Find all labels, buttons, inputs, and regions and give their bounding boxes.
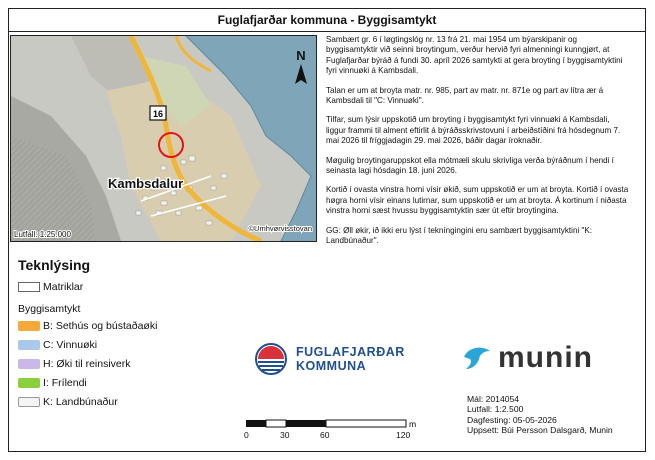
meta-lutfall: Lutfall: 1:2.500 [467, 404, 524, 415]
swatch-icon [18, 359, 40, 369]
map-copyright: ©Umhvørvisstovan [248, 224, 312, 233]
paragraph: Møgulig broytingaruppskot ella mótmæli skulu skrivliga verða býráðnum í hendi í seinasta lagi hósdagin 18. juni 2026. [326, 155, 614, 176]
legend-label: Matriklar [43, 281, 84, 293]
legend-item-matriklar [18, 281, 83, 293]
meta-uppsett: Uppsett: Búi Persson Dalsgarð, Munin [467, 424, 613, 435]
scale-tick: 0 [244, 430, 249, 440]
meta-dagfesting: Dagfesting: 05-05-2026 [467, 414, 557, 425]
announcement-text [326, 35, 630, 256]
scale-tick: 30 [280, 430, 290, 440]
paragraph: Talan er um at broyta matr. nr. 985, part av matr. nr. 871e og part av lítra ær á Kambsdali til "C: Vinnuøki". [326, 85, 604, 106]
paragraph: Tilfar, sum lýsir uppskotið um broyting í byggisamtykt fyri vinnuøki á Kambsdali, liggur frammi til alment eftirlit á býráðsskrivstovuni í arbeiðstíðini frá hósdegnum 7. mai 2026 til fríggjadagin 29. mai 2026, báðir dagar íroknaðir. [326, 115, 621, 146]
overview-map-canvas [11, 36, 316, 241]
place-label: Kambsdalur [108, 176, 184, 191]
legend-item-i [18, 377, 87, 389]
map-metadata [467, 394, 613, 435]
munin-bird-icon [462, 345, 492, 371]
munin-logo [462, 341, 593, 375]
munin-wordmark: munin [498, 341, 593, 374]
scale-unit: m [409, 419, 417, 429]
legend-item-k [18, 396, 118, 408]
legend-label: I: Frílendi [43, 377, 87, 389]
overview-map [10, 35, 317, 242]
swatch-icon [18, 321, 40, 331]
swatch-icon [18, 378, 40, 388]
scale-tick: 60 [320, 430, 330, 440]
map-scale-label: Lutfall: 1:25.000 [14, 230, 71, 239]
legend-label: C: Vinnuøki [43, 339, 98, 351]
sheet-title: Fuglafjarðar kommuna - Byggisamtykt [9, 9, 645, 32]
legend-item-h [18, 358, 131, 370]
legend-item-b [18, 320, 157, 332]
paragraph: GG: Øll økir, ið ikki eru lýst í tekníngingini eru sambært byggisamtyktini "K: Landbúnaður". [326, 225, 593, 246]
fk-line-2: KOMMUNA [296, 359, 367, 373]
legend-item-c [18, 339, 97, 351]
meta-mal: Mál: 2014054 [467, 394, 520, 404]
road-number-label: 16 [152, 109, 164, 119]
municipality-crest-icon [252, 342, 290, 376]
legend-title: Teknlýsing [18, 257, 91, 273]
legend-label: H: Øki til reinsiverk [43, 358, 131, 370]
fuglafjordur-logo [252, 342, 405, 376]
matriklar-swatch-icon [18, 282, 40, 292]
swatch-icon [18, 340, 40, 350]
north-label: N [296, 48, 306, 63]
fk-line-1: FUGLAFJARÐAR [296, 345, 405, 359]
scale-bar [244, 418, 426, 440]
legend-label: B: Sethús og bústaðaøki [43, 320, 158, 332]
legend-label: K: Landbúnaður [43, 396, 118, 408]
paragraph: Sambært gr. 6 í løgtingslóg nr. 13 frá 21. mai 1954 um býarskipanir og byggisamtyktir við seinni broytingum, verður hervið fyri almenningi kunngjørt, at Fuglafjarðar býráð á fundi 30. apríl 2026 samtykti at gera broyting í byggisamtyktini fyri vinnuøki á Kambsdali. [326, 35, 623, 76]
scale-tick: 120 [396, 430, 411, 440]
paragraph: Kortið í ovasta vinstra horni vísir økið, sum uppskotið er um at broyta. Kortið í ovasta høgra horni vísir einans lutirnar, sum uppskotið er um at broyta. Á kortinum í niðasta vinstra horni sæst hvussu byggisamtyktin sær út eftir broytingina. [326, 185, 629, 216]
legend-subtitle: Byggisamtykt [18, 303, 81, 315]
swatch-icon [18, 397, 40, 407]
